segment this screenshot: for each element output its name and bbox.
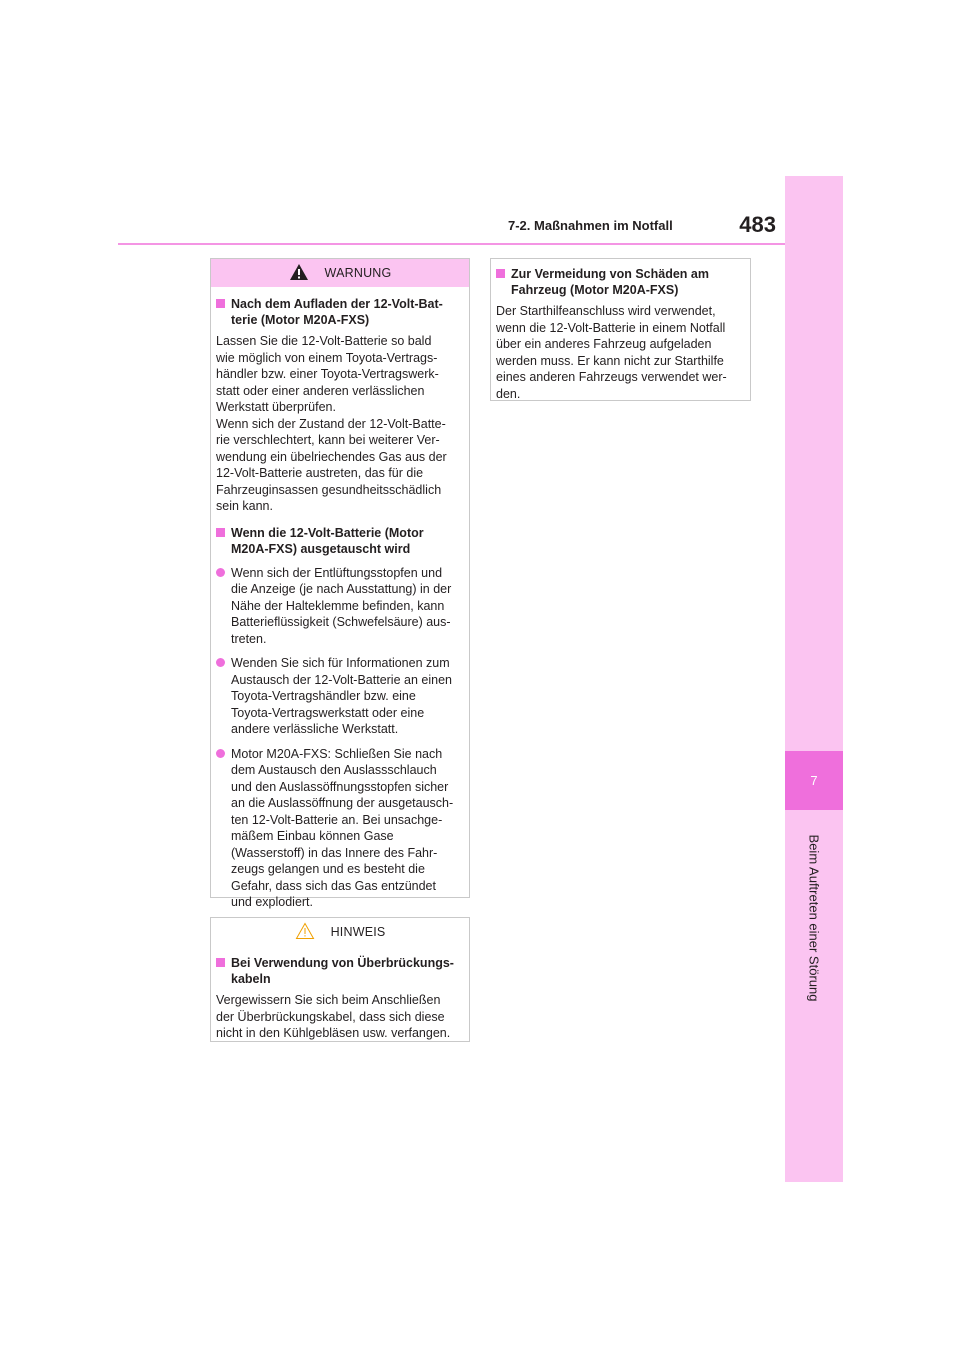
bullet-item: Wenden Sie sich für Informationen zum Austausch der 12-Volt-Batterie an einen Toyota-Vertragshändler bzw. eine Toyota-Vertragswerkstatt oder eine andere verlässliche Werkstatt. <box>216 655 459 738</box>
section-title: 7-2. Maßnahmen im Notfall <box>508 218 673 233</box>
warning-triangle-icon <box>289 263 309 284</box>
round-bullet-icon <box>216 658 225 667</box>
notice-item-heading: Bei Verwendung von Überbrückungs- kabeln <box>216 955 459 987</box>
bullet-item: Wenn sich der Entlüftungsstopfen und die Anzeige (je nach Ausstattung) in der Nähe der Halteklemme befinden, kann Batterieflüssigkeit (Schwefelsäure) aus- treten. <box>216 565 459 648</box>
notice-header <box>211 918 469 946</box>
notice-item-heading: Zur Vermeidung von Schäden am Fahrzeug (Motor M20A-FXS) <box>496 266 740 298</box>
warning-box <box>210 258 470 909</box>
warning-title: WARNUNG <box>324 266 392 280</box>
warning-header <box>211 259 469 287</box>
warning-item-heading: Nach dem Aufladen der 12-Volt-Bat- terie (Motor M20A-FXS) <box>216 296 459 328</box>
warning-item-heading: Wenn die 12-Volt-Batterie (Motor M20A-FXS) ausgetauscht wird <box>216 525 459 557</box>
notice-box-continued <box>490 258 751 401</box>
notice-item-text: Der Starthilfeanschluss wird verwendet, wenn die 12-Volt-Batterie in einem Notfall über ein anderes Fahrzeug aufgeladen werden muss. Er kann nicht zur Starthilfe eines anderen Fahrzeugs verwendet wer- den. <box>496 304 727 401</box>
round-bullet-icon <box>216 568 225 577</box>
square-bullet-icon <box>216 528 225 537</box>
bullet-item: Motor M20A-FXS: Schließen Sie nach dem Austausch den Auslassschlauch und den Auslassöffnungsstopfen sicher an die Auslassöffnung der ausgetausch- ten 12-Volt-Batterie an. Bei unsachge- mäßem Einbau können Gase (Wasserstoff) in das Innere des Fahr- zeugs gelangen und es besteht die Gefahr, dass sich das Gas entzündet und explodiert. <box>216 746 459 911</box>
square-bullet-icon <box>216 299 225 308</box>
side-tab <box>785 176 843 1182</box>
notice-box <box>210 917 470 1042</box>
header-rule <box>118 243 785 245</box>
square-bullet-icon <box>216 958 225 967</box>
notice-item-text: Vergewissern Sie sich beim Anschließen der Überbrückungskabel, dass sich diese nicht in den Kühlgebläsen usw. verfangen. <box>216 993 451 1040</box>
chapter-number: 7 <box>785 751 843 810</box>
page-number: 483 <box>739 212 776 237</box>
caution-outline-triangle-icon <box>295 922 315 943</box>
notice-title: HINWEIS <box>330 925 386 939</box>
chapter-label: Beim Auftreten einer Störung <box>806 834 822 1002</box>
square-bullet-icon <box>496 269 505 278</box>
warning-item-text: Lassen Sie die 12-Volt-Batterie so bald wie möglich von einem Toyota-Vertrags- händler bzw. einer Toyota-Vertragswerk- statt oder einer anderen verlässlichen Werkstatt überprüfen. Wenn sich der Zustand der 12-Volt-Batte- rie verschlechtert, kann bei weiterer Ver- wendung ein übelriechendes Gas aus der 12-Volt-Batterie austreten, das für die Fahrzeuginsassen gesundheitsschädlich sein kann. <box>216 334 447 513</box>
round-bullet-icon <box>216 749 225 758</box>
